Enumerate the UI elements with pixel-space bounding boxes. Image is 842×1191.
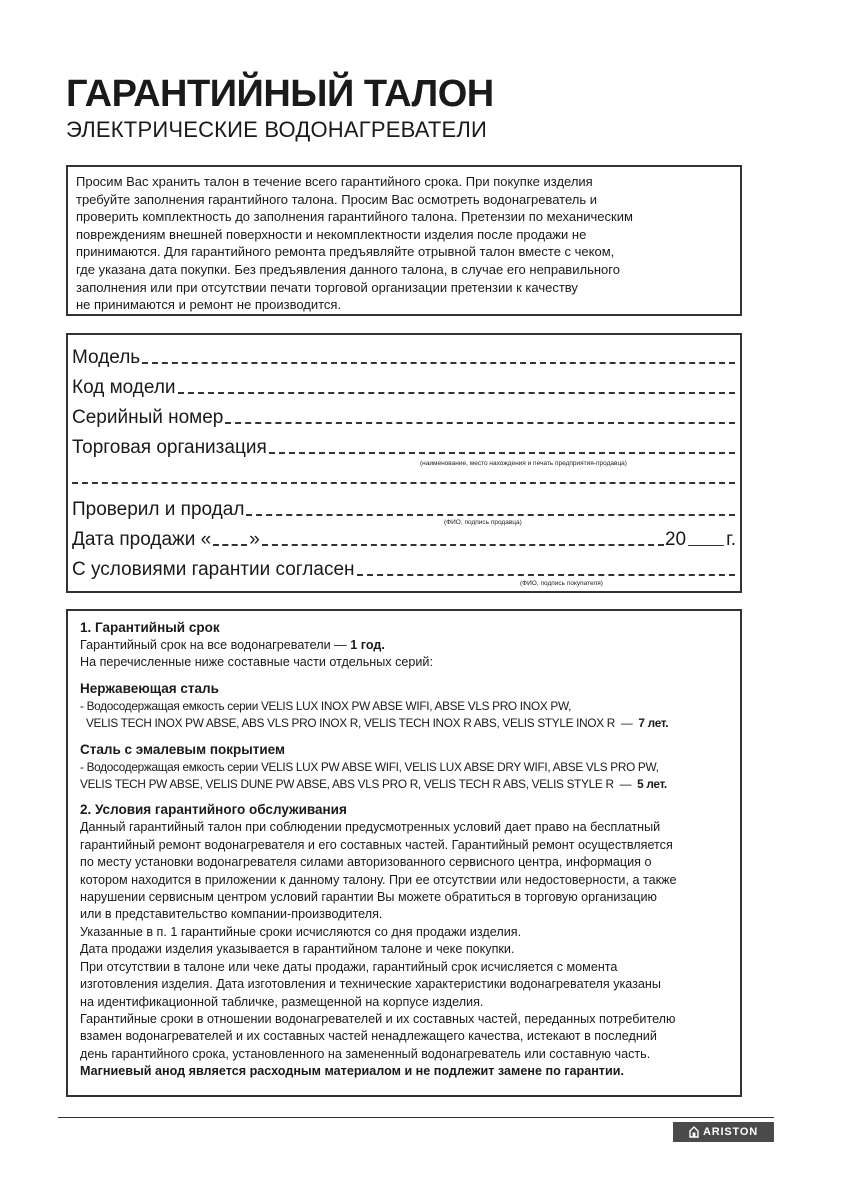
seller-label: Проверил и продал	[72, 499, 245, 520]
notice-line: Просим Вас хранить талон в течение всего гарантийного срока. При покупке изделия	[76, 174, 593, 189]
stainless-line-2	[80, 715, 728, 732]
seller-field[interactable]	[246, 514, 735, 516]
notice-line: требуйте заполнения гарантийного талона. Просим Вас осмотреть водонагреватель и	[76, 191, 597, 207]
footer-divider	[58, 1117, 774, 1118]
brand-name: ARISTON	[703, 1126, 758, 1138]
dealer-row	[72, 429, 736, 459]
agree-hint: (ФИО, подпись покупателя)	[520, 580, 603, 587]
section-2-line: Гарантийные сроки в отношении водонагревателей и их составных частей, переданных потребителю	[80, 1011, 676, 1026]
year-suffix: г.	[726, 529, 736, 550]
section-2-line: Указанные в п. 1 гарантийные сроки исчисляются со дня продажи изделия.	[80, 924, 522, 939]
date-row	[72, 521, 736, 551]
section-2-line: по месту установки водонагревателя силами авторизованного сервисного центра, информация о	[80, 855, 652, 870]
dealer-hint: (наименование, место нахождения и печать предприятия-продавца)	[420, 460, 627, 467]
enamel-title: Сталь с эмалевым покрытием	[80, 741, 285, 757]
section-2-line: При отсутствии в талоне или чеке даты продажи, гарантийный срок исчисляется с момента	[80, 959, 618, 974]
dealer-field[interactable]	[269, 452, 735, 454]
dealer-label: Торговая организация	[72, 437, 267, 458]
notice-line: принимаются. Для гарантийного ремонта предъявляйте отрывной талон вместе с чеком,	[76, 244, 615, 260]
serial-row	[72, 399, 736, 429]
model-field[interactable]	[142, 362, 735, 364]
section-1-title: 1. Гарантийный срок	[80, 620, 220, 635]
date-quote-close: »	[249, 529, 260, 550]
year-field[interactable]	[688, 545, 724, 546]
seller-row	[72, 491, 736, 521]
anode-note: Магниевый анод является расходным материалом и не подлежит замене по гарантии.	[80, 1064, 624, 1079]
section-2-line: или в представительство компании-производителя.	[80, 907, 383, 922]
serial-field[interactable]	[225, 422, 735, 424]
notice-line: проверить комплектность до заполнения гарантийного талона. Претензии по механическим	[76, 209, 633, 225]
section-2-line: котором находится в приложении к данному талону. При ее отсутствии или недостоверности, а также	[80, 872, 677, 887]
model-label: Модель	[72, 347, 141, 368]
enamel-line-2	[80, 776, 728, 793]
enamel-line-2-text: VELIS TECH PW ABSE, VELIS DUNE PW ABSE, ABS VLS PRO R, VELIS TECH R ABS, VELIS STYLE R —	[80, 777, 638, 792]
dealer-field-continued[interactable]	[72, 482, 735, 484]
seller-hint: (ФИО, подпись продавца)	[444, 519, 522, 526]
notice-line: не принимаются и ремонт не производится.	[76, 297, 342, 313]
section-2-line: взамен водонагревателей и их составных частей ненадлежащего качества, истекают в последний	[80, 1029, 657, 1044]
dealer-row-continued	[72, 459, 736, 489]
section-2-title: 2. Условия гарантийного обслуживания	[80, 802, 347, 818]
page-subtitle: ЭЛЕКТРИЧЕСКИЕ ВОДОНАГРЕВАТЕЛИ	[66, 117, 488, 142]
notice-box	[66, 165, 742, 316]
date-day-field[interactable]	[213, 544, 247, 546]
section-2-line: гарантийный ремонт водонагревателя и его составных частей. Гарантийный ремонт осуществляется	[80, 837, 673, 852]
stainless-line-2-text: VELIS TECH INOX PW ABSE, ABS VLS PRO INOX R, VELIS TECH INOX R ABS, VELIS STYLE INOX R —	[80, 716, 639, 731]
notice-line: где указана дата покупки. Без предъявления данного талона, в случае его неправильного	[76, 261, 620, 277]
year-prefix: 20	[664, 529, 687, 550]
enamel-period-value: 5 лет.	[637, 777, 667, 792]
date-label: Дата продажи «	[72, 529, 212, 550]
agree-label: С условиями гарантии согласен	[72, 559, 355, 580]
model-code-label: Код модели	[72, 377, 176, 398]
section-2-line: на идентификационной табличке, размещенной на корпусе изделия.	[80, 994, 484, 1009]
page-title: ГАРАНТИЙНЫЙ ТАЛОН	[66, 73, 494, 115]
warranty-period-line	[80, 637, 728, 654]
warranty-form	[66, 333, 742, 593]
ariston-house-icon	[689, 1126, 699, 1138]
warranty-period-text: Гарантийный срок на все водонагреватели —	[80, 638, 351, 652]
section-2-line: Данный гарантийный талон при соблюдении предусмотренных условий дает право на бесплатный	[80, 820, 661, 835]
stainless-title: Нержавеющая сталь	[80, 680, 219, 696]
date-month-field[interactable]	[262, 544, 664, 546]
agree-row	[72, 551, 736, 581]
section-2-line: день гарантийного срока, установленного на замененный водонагреватель или составную часть.	[80, 1046, 651, 1061]
serial-label: Серийный номер	[72, 407, 224, 428]
notice-line: заполнения или при отсутствии печати торговой организации претензии к качеству	[76, 279, 578, 295]
section-2-line: изготовления изделия. Дата изготовления и технические характеристики водонагревателя указаны	[80, 977, 661, 992]
enamel-line-1: - Водосодержащая емкость серии VELIS LUX PW ABSE WIFI, VELIS LUX ABSE DRY WIFI, ABSE VLS PRO PW,	[80, 759, 659, 774]
model-code-field[interactable]	[178, 392, 735, 394]
notice-line: повреждениям внешней поверхности и некомплектности изделия после продажи не	[76, 226, 587, 242]
section-2-line: Дата продажи изделия указывается в гарантийном талоне и чеке покупки.	[80, 942, 515, 957]
warranty-terms	[66, 609, 742, 1097]
stainless-period-value: 7 лет.	[638, 716, 669, 731]
model-row	[72, 339, 736, 369]
ariston-logo	[673, 1122, 774, 1142]
model-code-row	[72, 369, 736, 399]
stainless-line-1: - Водосодержащая емкость серии VELIS LUX INOX PW ABSE WIFI, ABSE VLS PRO INOX PW,	[80, 698, 572, 713]
components-intro: На перечисленные ниже составные части отдельных серий:	[80, 655, 433, 670]
warranty-period-value: 1 год.	[350, 638, 385, 652]
agree-field[interactable]	[357, 574, 735, 576]
notice-text	[76, 173, 732, 314]
section-2-line: нарушении сервисным центром условий гарантии Вы можете обратиться в торговую организацию	[80, 890, 657, 905]
